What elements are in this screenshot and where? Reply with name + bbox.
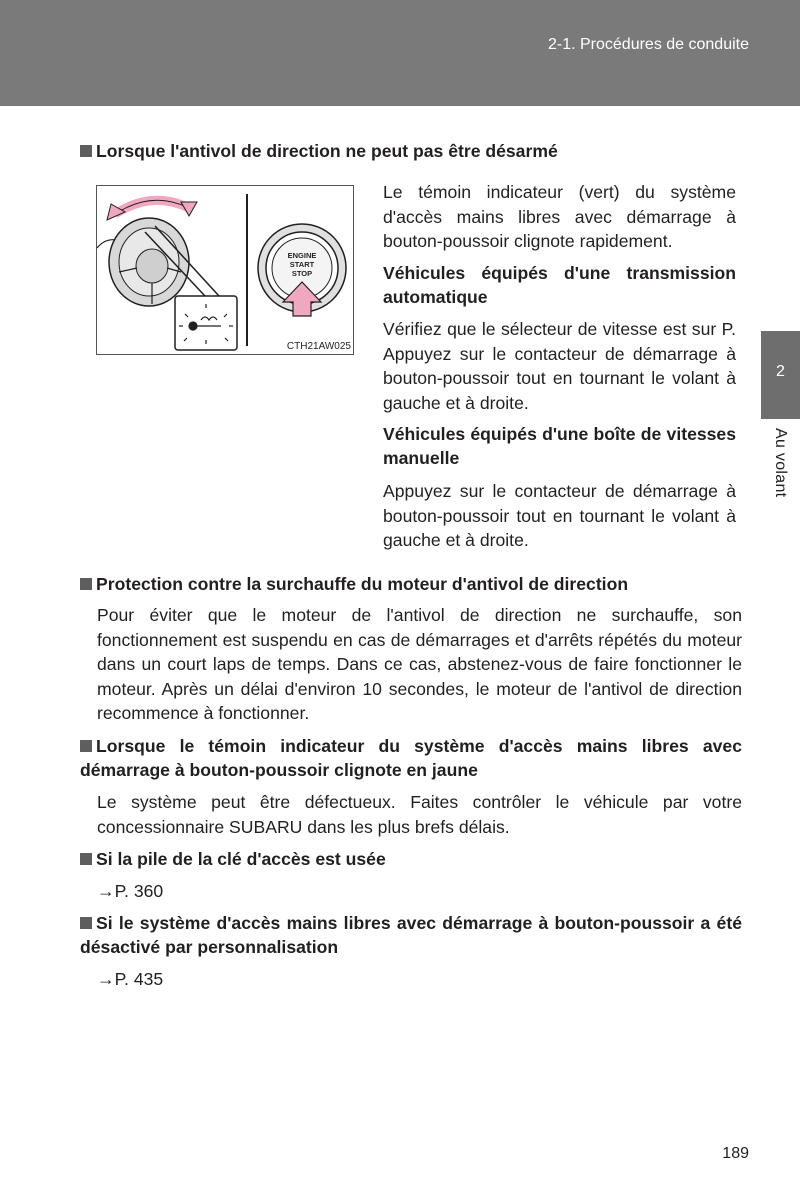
- square-bullet-icon: [80, 578, 92, 590]
- section-heading-yellow-indicator: [80, 734, 742, 782]
- chapter-number: 2: [776, 363, 785, 380]
- steering-push-button-drawing: [97, 186, 353, 354]
- square-bullet-icon: [80, 740, 92, 752]
- section-heading-deactivated: [80, 911, 742, 959]
- page-header: [0, 0, 800, 106]
- page-reference-435[interactable]: →P. 435: [97, 969, 164, 989]
- sub-heading-manual: Véhicules équipés d'une boîte de vitesses manuelle: [383, 424, 736, 468]
- section-title: 2-1. Procédures de conduite: [547, 36, 749, 53]
- page-reference-360[interactable]: →P. 360: [97, 881, 164, 901]
- heading-text: Lorsque le témoin indicateur du système d'accès mains libres avec démarrage à bouton-poussoir clignote en jaune: [80, 736, 742, 780]
- button-line-start: START: [289, 260, 315, 269]
- section-heading-overheat: [80, 572, 742, 596]
- section-heading-steering-lock: [80, 139, 742, 163]
- intro-text: Le témoin indicateur (vert) du système d'accès mains libres avec démarrage à bouton-poussoir clignote rapidement.: [383, 182, 736, 251]
- chapter-label: Au volant: [772, 428, 789, 498]
- automatic-text: Vérifiez que le sélecteur de vitesse est sur P. Appuyez sur le contacteur de démarrage à bouton-poussoir tout en tournant le volant à gauche et à droite.: [383, 319, 736, 413]
- illustration-steering-wheel-button: [96, 185, 354, 355]
- rotation-arrow-icon: [115, 200, 189, 214]
- heading-text: Si le système d'accès mains libres avec démarrage à bouton-poussoir a été désactivé par personnalisation: [80, 913, 742, 957]
- square-bullet-icon: [80, 145, 92, 157]
- overheat-text: Pour éviter que le moteur de l'antivol de direction ne surchauffe, son fonctionnement est suspendu en cas de démarrages et d'arrêts répétés du moteur dans un court laps de temps. Dans ce cas, abstenez-vous de faire fonctionner le moteur. Après un délai d'environ 10 secondes, le moteur de l'antivol de direction recommence à fonctionner.: [97, 605, 742, 723]
- figure-code: CTH21AW025: [286, 341, 351, 352]
- square-bullet-icon: [80, 853, 92, 865]
- heading-text: Protection contre la surchauffe du moteur d'antivol de direction: [96, 574, 629, 594]
- chapter-tab: [761, 331, 800, 419]
- sub-heading-automatic: Véhicules équipés d'une transmission automatique: [383, 263, 736, 307]
- button-line-stop: STOP: [291, 269, 313, 278]
- square-bullet-icon: [80, 917, 92, 929]
- section-heading-key-battery: [80, 847, 742, 871]
- button-line-engine: ENGINE: [287, 251, 317, 260]
- heading-text: Lorsque l'antivol de direction ne peut pas être désarmé: [96, 141, 558, 161]
- heading-text: Si la pile de la clé d'accès est usée: [96, 849, 386, 869]
- yellow-indicator-text: Le système peut être défectueux. Faites contrôler le véhicule par votre concessionnaire SUBARU dans les plus brefs délais.: [97, 792, 742, 837]
- page-number: 189: [722, 1145, 749, 1162]
- manual-text: Appuyez sur le contacteur de démarrage à bouton-poussoir tout en tournant le volant à gauche et à droite.: [383, 481, 736, 550]
